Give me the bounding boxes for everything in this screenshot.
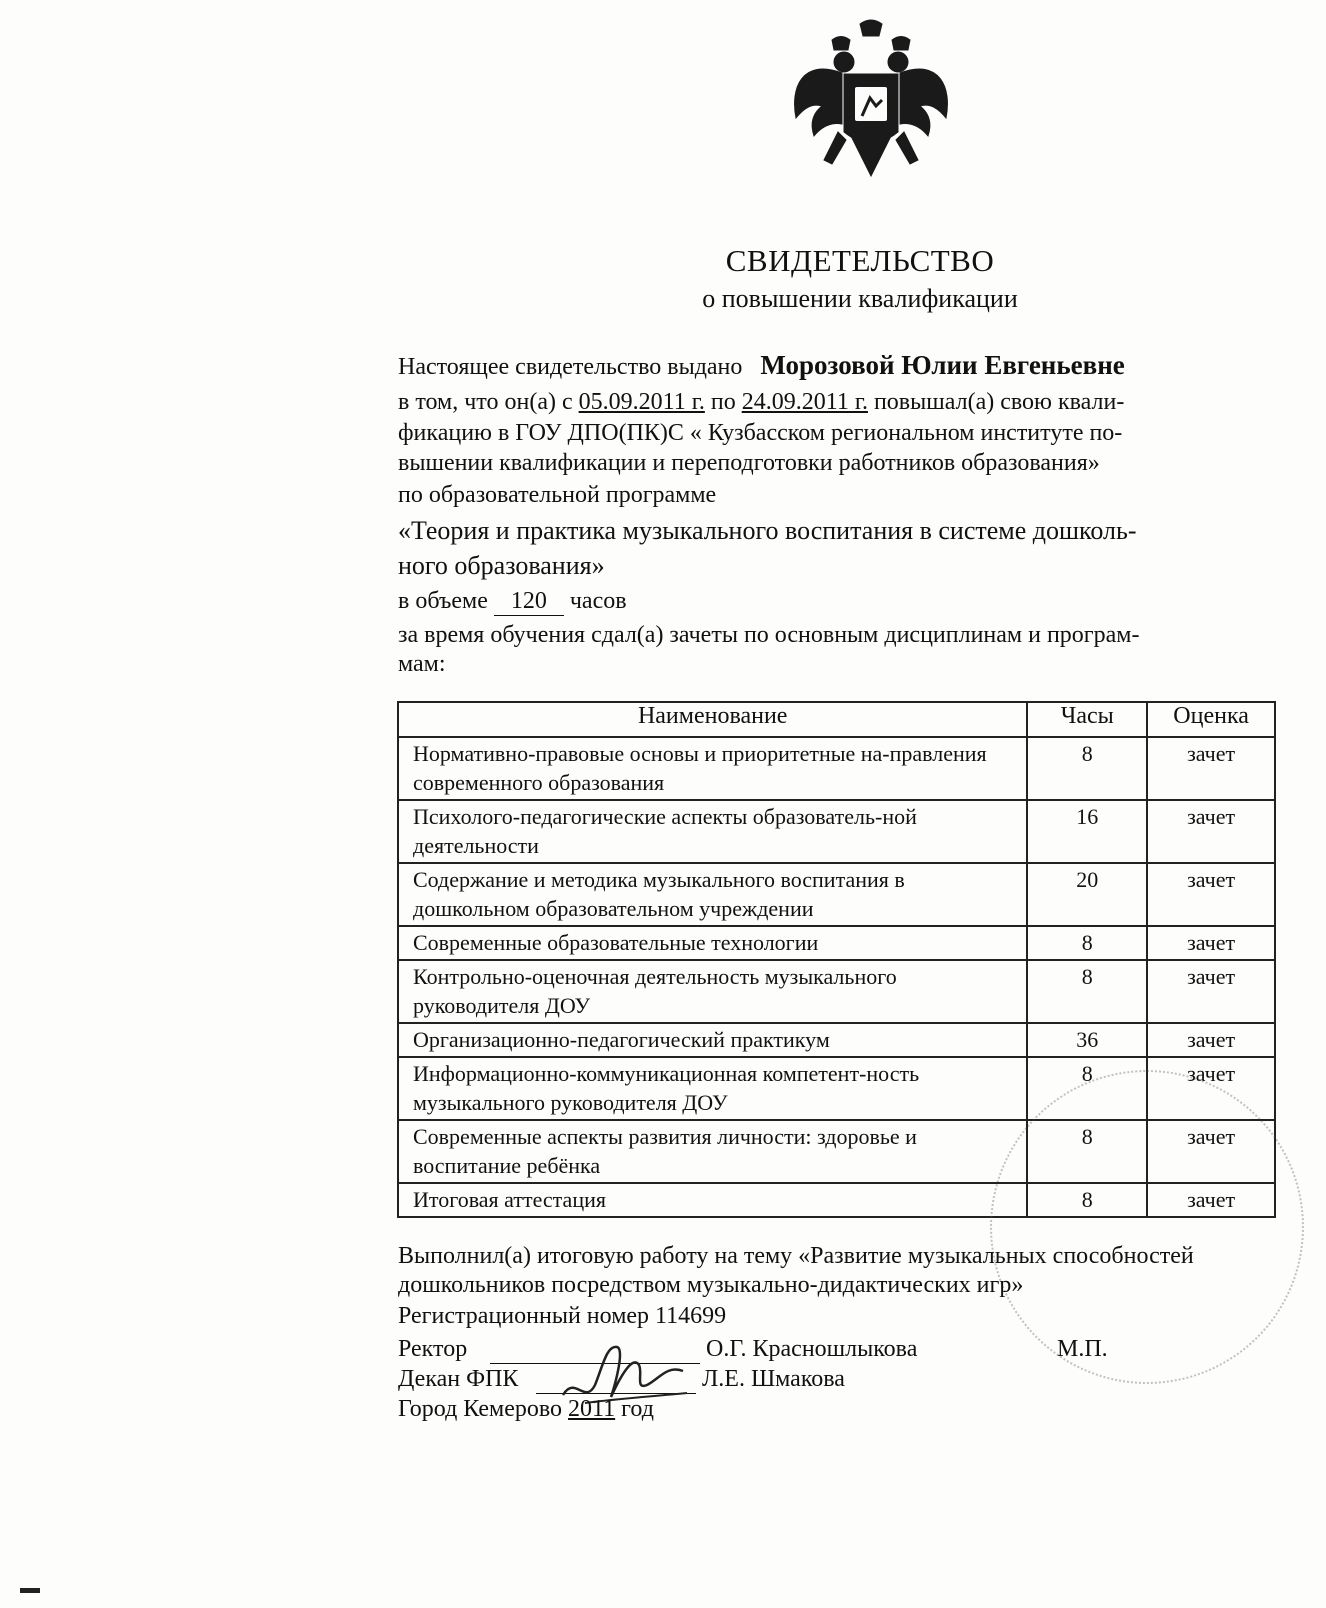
discipline-grade: зачет — [1147, 926, 1275, 960]
issued-prefix: Настоящее свидетельство выдано — [398, 354, 743, 380]
discipline-name: Современные образовательные технологии — [398, 926, 1027, 960]
discipline-grade: зачет — [1147, 1183, 1275, 1217]
official-stamp — [990, 1070, 1304, 1384]
city-year-line — [398, 1396, 654, 1423]
volume-line — [398, 588, 627, 616]
discipline-hours: 20 — [1027, 863, 1147, 926]
scan-mark — [20, 1588, 40, 1593]
header-hours: Часы — [1027, 702, 1147, 737]
institution-line-1: фикацию в ГОУ ДПО(ПК)С « Кузбасском региональном институте по- — [398, 420, 1123, 446]
discipline-name: Современные аспекты развития личности: здоровье и воспитание ребёнка — [398, 1120, 1027, 1183]
discipline-name: Итоговая аттестация — [398, 1183, 1027, 1217]
period-suffix: повышал(а) свою квали- — [873, 389, 1125, 415]
header-grade: Оценка — [1147, 702, 1275, 737]
coat-of-arms-emblem — [782, 18, 960, 188]
table-row — [398, 1023, 1275, 1057]
discipline-grade: зачет — [1147, 863, 1275, 926]
discipline-hours: 8 — [1027, 926, 1147, 960]
program-title-line-1: «Теория и практика музыкального воспитания в системе дошколь- — [398, 516, 1137, 545]
dean-name: Л.Е. Шмакова — [702, 1366, 845, 1392]
discipline-name: Информационно-коммуникационная компетент-ность музыкального руководителя ДОУ — [398, 1057, 1027, 1120]
program-intro: по образовательной программе — [398, 482, 717, 508]
table-row — [398, 926, 1275, 960]
discipline-name: Психолого-педагогические аспекты образователь-ной деятельности — [398, 800, 1027, 863]
discipline-grade: зачет — [1147, 800, 1275, 863]
institution-line-2: вышении квалификации и переподготовки работников образования» — [398, 450, 1100, 476]
discipline-grade: зачет — [1147, 737, 1275, 800]
discipline-hours: 8 — [1027, 1057, 1147, 1120]
discipline-hours: 16 — [1027, 800, 1147, 863]
discipline-name: Контрольно-оценочная деятельность музыкального руководителя ДОУ — [398, 960, 1027, 1023]
discipline-name: Нормативно-правовые основы и приоритетные на-правления современного образования — [398, 737, 1027, 800]
date-to: 24.09.2011 г. — [741, 389, 868, 415]
discipline-name: Содержание и методика музыкального воспитания в дошкольном образовательном учреждении — [398, 863, 1027, 926]
discipline-name: Организационно-педагогический практикум — [398, 1023, 1027, 1057]
table-header-row — [398, 702, 1275, 737]
stamp-place-label: М.П. — [1057, 1336, 1108, 1362]
final-work-line-1: Выполнил(а) итоговую работу на тему «Развитие музыкальных способностей — [398, 1243, 1194, 1269]
document-title: СВИДЕТЕЛЬСТВО — [725, 243, 995, 278]
period-prefix: в том, что он(а) с — [398, 389, 573, 415]
table-row — [398, 737, 1275, 800]
discipline-hours: 8 — [1027, 960, 1147, 1023]
recipient-name: Морозовой Юлии Евгеньевне — [760, 350, 1125, 380]
discipline-hours: 36 — [1027, 1023, 1147, 1057]
rector-name: О.Г. Красношлыкова — [706, 1336, 918, 1362]
registration-number: Регистрационный номер 114699 — [398, 1303, 727, 1329]
exams-line-1: за время обучения сдал(а) зачеты по основным дисциплинам и програм- — [398, 622, 1140, 648]
table-row — [398, 960, 1275, 1023]
header-name: Наименование — [398, 702, 1027, 737]
city-prefix: Город Кемерово — [398, 1396, 563, 1422]
volume-prefix: в объеме — [398, 588, 488, 614]
discipline-grade: зачет — [1147, 960, 1275, 1023]
date-from: 05.09.2011 г. — [578, 389, 705, 415]
discipline-grade: зачет — [1147, 1120, 1275, 1183]
discipline-hours: 8 — [1027, 737, 1147, 800]
table-row — [398, 863, 1275, 926]
discipline-grade: зачет — [1147, 1057, 1275, 1120]
document-subtitle: о повышении квалификации — [702, 284, 1018, 313]
discipline-hours: 8 — [1027, 1120, 1147, 1183]
period-line — [398, 389, 1124, 416]
city-suffix: год — [621, 1396, 654, 1422]
rector-label: Ректор — [398, 1336, 468, 1362]
final-work-line-2: дошкольников посредством музыкально-дидактических игр» — [398, 1272, 1024, 1298]
issued-line — [398, 350, 1125, 381]
exams-line-2: мам: — [398, 651, 446, 677]
period-mid: по — [710, 389, 736, 415]
discipline-grade: зачет — [1147, 1023, 1275, 1057]
volume-suffix: часов — [569, 588, 627, 614]
discipline-hours: 8 — [1027, 1183, 1147, 1217]
program-title-line-2: ного образования» — [398, 551, 605, 580]
volume-hours: 120 — [494, 588, 564, 616]
dean-label: Декан ФПК — [398, 1366, 519, 1392]
table-row — [398, 800, 1275, 863]
year: 2011 — [568, 1396, 616, 1422]
